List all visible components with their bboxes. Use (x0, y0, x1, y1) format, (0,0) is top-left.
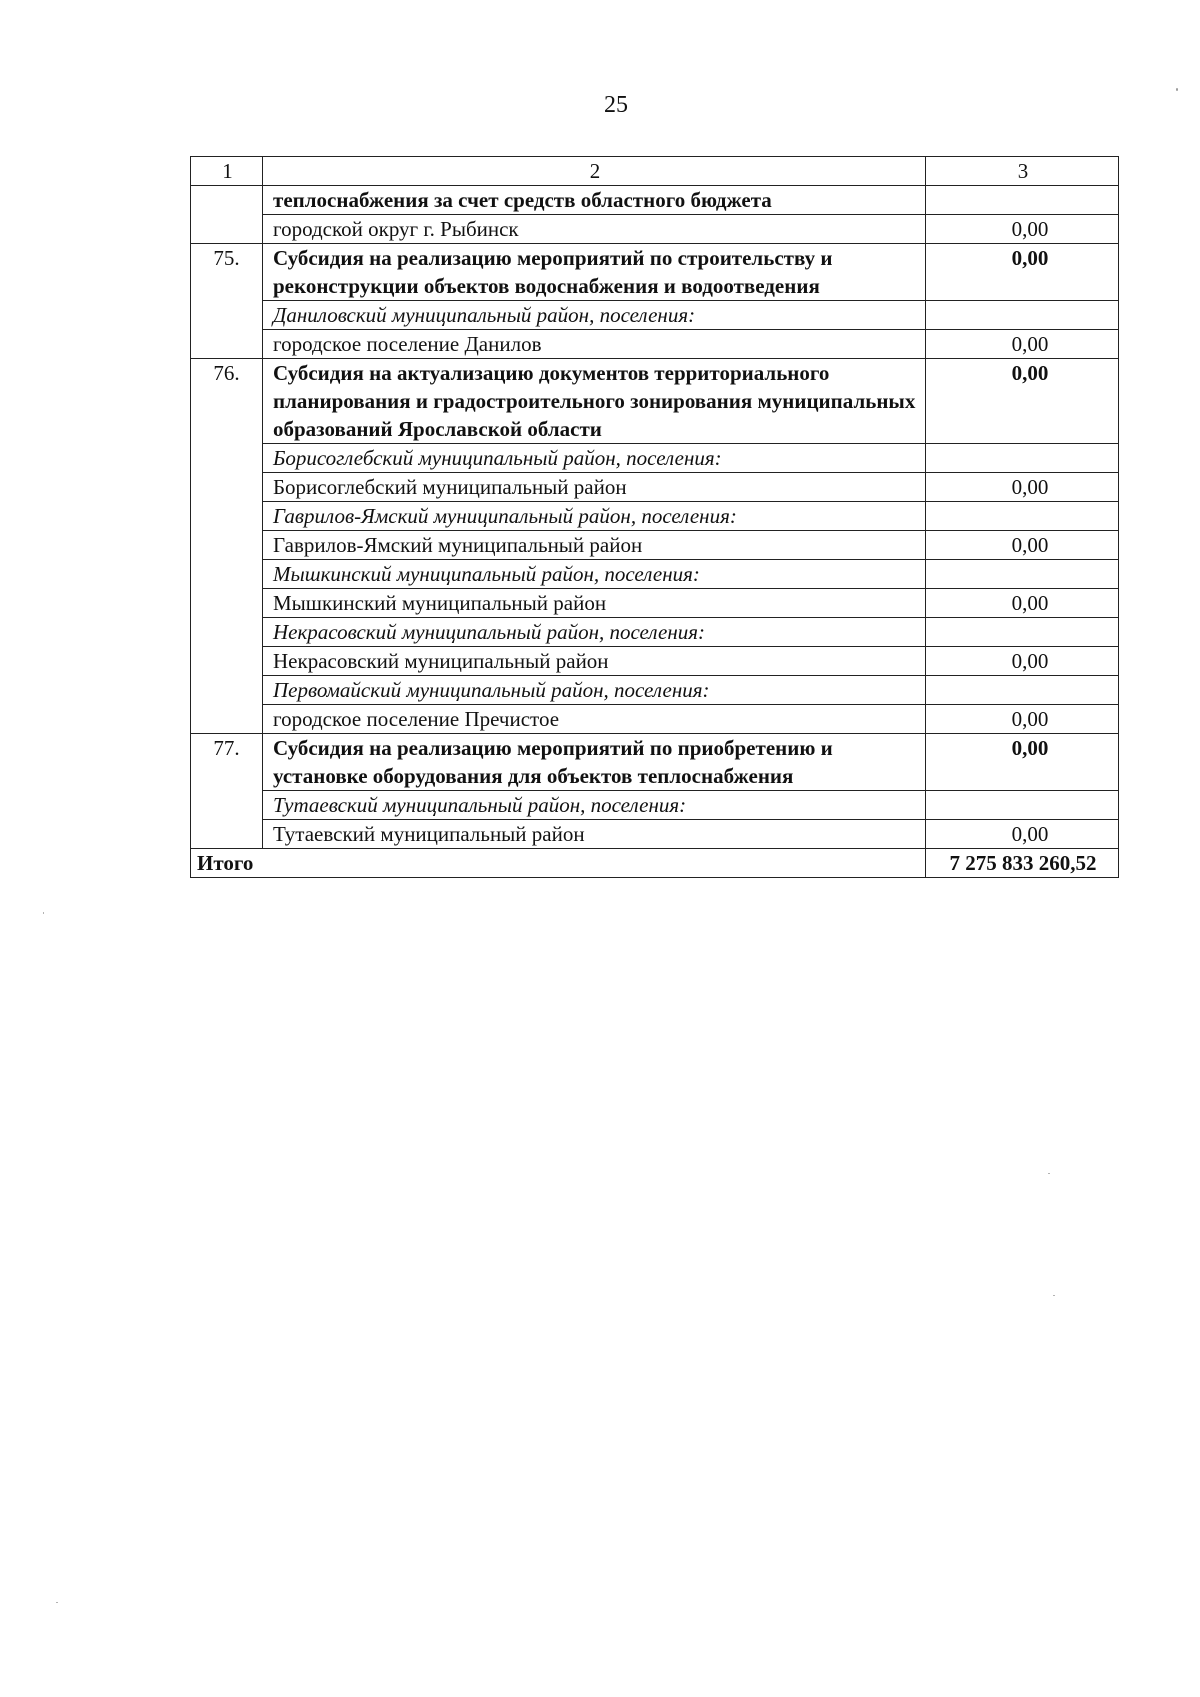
table-row (191, 560, 1119, 589)
district-heading-cell: Гаврилов-Ямский муниципальный район, поселения: (263, 502, 926, 531)
header-col-1: 1 (191, 157, 263, 186)
table-row (191, 531, 1119, 560)
amount-cell (926, 791, 1119, 820)
table-row (191, 244, 1119, 301)
recipient-name-cell: Гаврилов-Ямский муниципальный район (263, 531, 926, 560)
amount-cell: 0,00 (926, 330, 1119, 359)
header-col-3: 3 (926, 157, 1119, 186)
page-number: 25 (604, 92, 628, 118)
amount-cell (926, 676, 1119, 705)
scan-speck (1176, 88, 1178, 91)
scan-speck (56, 1602, 58, 1603)
scan-speck (43, 912, 44, 914)
subsidy-title-cell: теплоснабжения за счет средств областного бюджета (263, 186, 926, 215)
subsidy-title-cell: Субсидия на актуализацию документов территориального планирования и градостроительного зонирования муниципальных образований Ярославской области (263, 359, 926, 444)
table-row (191, 647, 1119, 676)
total-amount: 7 275 833 260,52 (926, 849, 1119, 878)
amount-cell (926, 444, 1119, 473)
amount-cell: 0,00 (926, 215, 1119, 244)
table-row (191, 502, 1119, 531)
table-row (191, 215, 1119, 244)
subsidy-table-container (190, 156, 1118, 878)
table-row (191, 301, 1119, 330)
amount-cell: 0,00 (926, 244, 1119, 301)
amount-cell: 0,00 (926, 647, 1119, 676)
amount-cell: 0,00 (926, 589, 1119, 618)
table-row (191, 820, 1119, 849)
amount-cell (926, 560, 1119, 589)
table-row (191, 330, 1119, 359)
recipient-name-cell: городское поселение Пречистое (263, 705, 926, 734)
table-row (191, 791, 1119, 820)
table-row (191, 444, 1119, 473)
recipient-name-cell: Мышкинский муниципальный район (263, 589, 926, 618)
amount-cell (926, 301, 1119, 330)
row-number-cell: 76. (191, 359, 263, 734)
amount-cell (926, 502, 1119, 531)
amount-cell: 0,00 (926, 820, 1119, 849)
subsidy-table (190, 156, 1119, 878)
district-heading-cell: Даниловский муниципальный район, поселения: (263, 301, 926, 330)
recipient-name-cell: Борисоглебский муниципальный район (263, 473, 926, 502)
district-heading-cell: Первомайский муниципальный район, поселения: (263, 676, 926, 705)
recipient-name-cell: Некрасовский муниципальный район (263, 647, 926, 676)
district-heading-cell: Тутаевский муниципальный район, поселения: (263, 791, 926, 820)
table-row (191, 676, 1119, 705)
subsidy-title-cell: Субсидия на реализацию мероприятий по приобретению и установке оборудования для объектов теплоснабжения (263, 734, 926, 791)
table-row (191, 705, 1119, 734)
table-header-row (191, 157, 1119, 186)
total-label: Итого (191, 849, 926, 878)
district-heading-cell: Мышкинский муниципальный район, поселения: (263, 560, 926, 589)
table-row (191, 473, 1119, 502)
table-row (191, 359, 1119, 444)
amount-cell: 0,00 (926, 734, 1119, 791)
amount-cell: 0,00 (926, 705, 1119, 734)
row-number-cell (191, 186, 263, 244)
table-row (191, 589, 1119, 618)
amount-cell: 0,00 (926, 473, 1119, 502)
table-row (191, 186, 1119, 215)
scan-speck (1053, 1295, 1055, 1296)
recipient-name-cell: городской округ г. Рыбинск (263, 215, 926, 244)
table-row (191, 734, 1119, 791)
recipient-name-cell: Тутаевский муниципальный район (263, 820, 926, 849)
row-number-cell: 77. (191, 734, 263, 849)
recipient-name-cell: городское поселение Данилов (263, 330, 926, 359)
amount-cell: 0,00 (926, 359, 1119, 444)
subsidy-title-cell: Субсидия на реализацию мероприятий по строительству и реконструкции объектов водоснабжения и водоотведения (263, 244, 926, 301)
row-number-cell: 75. (191, 244, 263, 359)
district-heading-cell: Некрасовский муниципальный район, поселения: (263, 618, 926, 647)
table-row (191, 618, 1119, 647)
amount-cell (926, 618, 1119, 647)
district-heading-cell: Борисоглебский муниципальный район, поселения: (263, 444, 926, 473)
header-col-2: 2 (263, 157, 926, 186)
scan-speck (1048, 1173, 1050, 1174)
amount-cell (926, 186, 1119, 215)
amount-cell: 0,00 (926, 531, 1119, 560)
total-row (191, 849, 1119, 878)
